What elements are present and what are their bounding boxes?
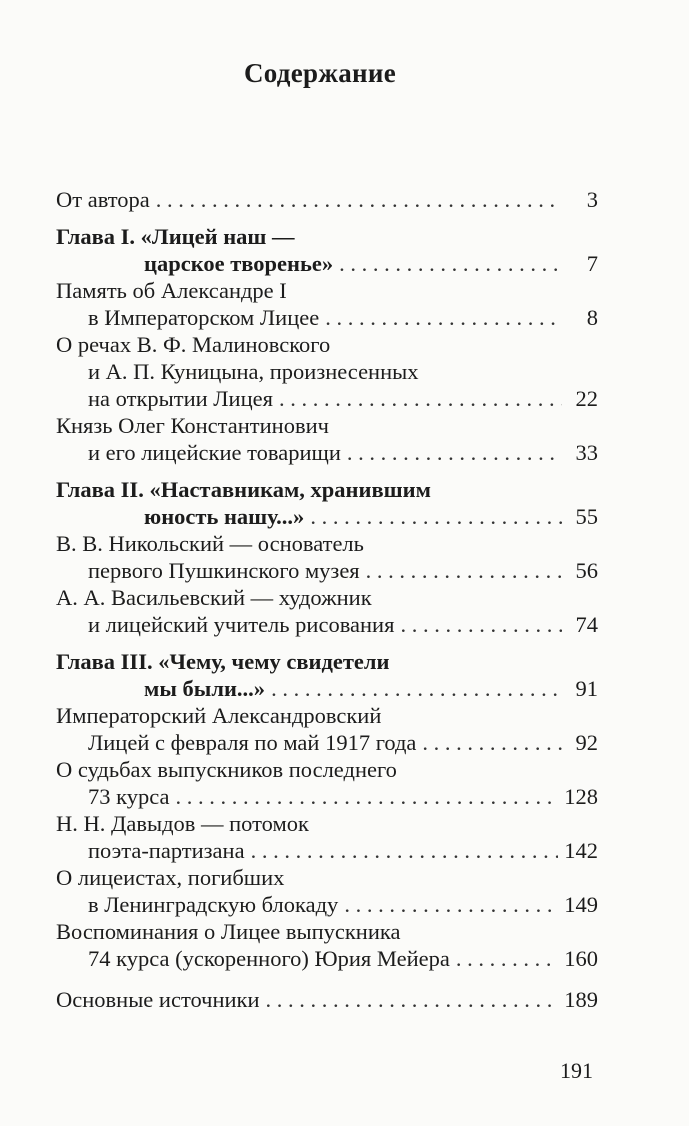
toc-entry-line: Императорский Александровский [56, 703, 382, 728]
leader-dots [266, 986, 559, 1013]
toc-entry-title: От автора [56, 187, 150, 212]
toc-page-number: 142 [564, 838, 598, 863]
toc-entry-line: В. В. Никольский — основатель [56, 531, 364, 556]
leader-dots [400, 611, 562, 638]
leader-dots [271, 675, 562, 702]
toc-entry-line: Воспоминания о Лицее выпускника [56, 919, 401, 944]
toc-entry-line: Князь Олег Константинович [56, 413, 329, 438]
toc-entry-line: 74 курса (ускоренного) Юрия Мейера . . . 160 [56, 945, 598, 972]
toc-entry-line: в Императорском Лицее . . . 8 [56, 304, 598, 331]
leader-dots [339, 250, 562, 277]
table-of-contents [56, 186, 598, 1013]
toc-chapter-3-line2: мы были...» . . . 91 [56, 675, 598, 702]
toc-entry-author [56, 186, 598, 213]
toc-entry-line: первого Пушкинского музея . . . 56 [56, 557, 598, 584]
toc-page-number: 3 [586, 187, 598, 212]
leader-dots [344, 891, 558, 918]
toc-page-number: 91 [575, 676, 598, 701]
leader-dots [176, 783, 559, 810]
toc-page-number: 56 [575, 558, 598, 583]
leader-dots [279, 385, 562, 412]
toc-chapter-3-line1: Глава III. «Чему, чему свидетели [56, 649, 390, 674]
toc-page-number: 7 [586, 251, 598, 276]
toc-page-number: 189 [564, 987, 598, 1012]
leader-dots [156, 186, 562, 213]
leader-dots [325, 304, 562, 331]
toc-entry-line: в Ленинградскую блокаду . . . 149 [56, 891, 598, 918]
leader-dots [251, 837, 559, 864]
toc-entry-line: и его лицейские товарищи . . . 33 [56, 439, 598, 466]
toc-page-number: 160 [564, 946, 598, 971]
toc-page-number: 22 [575, 386, 598, 411]
leader-dots [422, 729, 562, 756]
leader-dots [456, 945, 558, 972]
toc-entry-line: и А. П. Куницына, произнесенных [88, 359, 419, 384]
toc-entry-line: О лицеистах, погибших [56, 865, 285, 890]
toc-page-number: 33 [575, 440, 598, 465]
toc-chapter-2-line2: юность нашу...» . . . 55 [56, 503, 598, 530]
toc-page-number: 74 [575, 612, 598, 637]
toc-chapter-1-line1: Глава I. «Лицей наш — [56, 224, 295, 249]
toc-entry-sources: Основные источники . . . 189 [56, 986, 598, 1013]
toc-entry-line: А. А. Васильевский — художник [56, 585, 372, 610]
toc-page-number: 55 [575, 504, 598, 529]
toc-entry-line: на открытии Лицея . . . 22 [56, 385, 598, 412]
toc-entry-line: Н. Н. Давыдов — потомок [56, 811, 309, 836]
toc-chapter-1-line2: царское творенье» . . . 7 [56, 250, 598, 277]
toc-entry-line: поэта-партизана . . . 142 [56, 837, 598, 864]
toc-page-number: 8 [586, 305, 598, 330]
toc-entry-line: Лицей с февраля по май 1917 года . . . 92 [56, 729, 598, 756]
toc-entry-line: Память об Александре I [56, 278, 287, 303]
leader-dots [366, 557, 562, 584]
toc-page-number: 149 [564, 892, 598, 917]
toc-page-number: 128 [564, 784, 598, 809]
page-number-folio: 191 [560, 1058, 593, 1083]
leader-dots [347, 439, 562, 466]
toc-entry-line: О речах В. Ф. Малиновского [56, 332, 331, 357]
leader-dots [310, 503, 562, 530]
toc-entry-line: 73 курса . . . 128 [56, 783, 598, 810]
toc-page-number: 92 [575, 730, 598, 755]
toc-entry-line: О судьбах выпускников последнего [56, 757, 397, 782]
toc-chapter-2-line1: Глава II. «Наставникам, хранившим [56, 477, 431, 502]
toc-entry-line: и лицейский учитель рисования . . . 74 [56, 611, 598, 638]
page-title: Содержание [243, 58, 397, 88]
